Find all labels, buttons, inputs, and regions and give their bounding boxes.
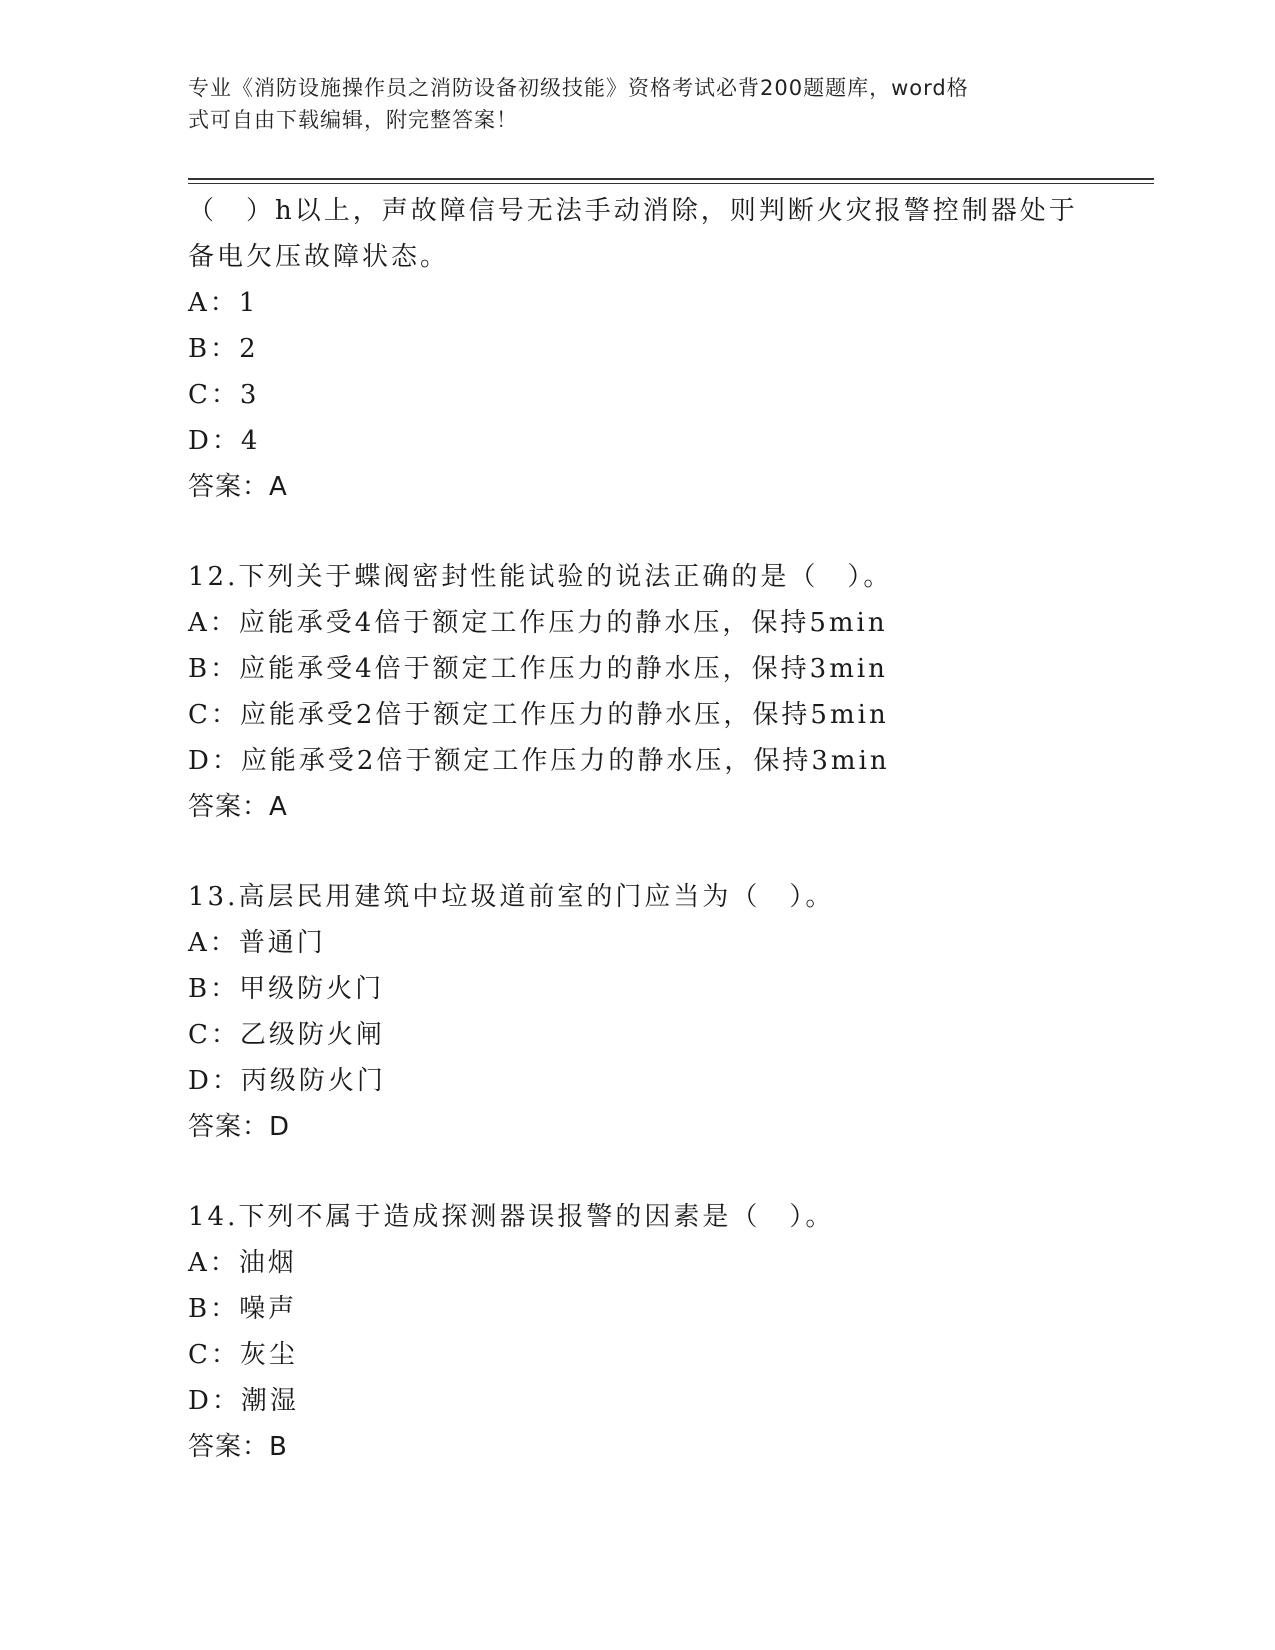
answer-line: 答案：A <box>188 792 288 822</box>
option-c: C：灰尘 <box>188 1340 298 1370</box>
header-divider-thin <box>188 183 1154 184</box>
header-divider-thick <box>188 178 1154 180</box>
option-c: C：应能承受2倍于额定工作压力的静水压，保持5min <box>188 700 889 730</box>
option-b: B：甲级防火门 <box>188 974 385 1004</box>
question-block <box>188 1194 1118 1470</box>
option-d: D：丙级防火门 <box>188 1066 386 1096</box>
question-block <box>188 188 1118 510</box>
question-stem-line: 13.高层民用建筑中垃圾道前室的门应当为（ ）。 <box>188 882 835 912</box>
option-b: B：应能承受4倍于额定工作压力的静水压，保持3min <box>188 654 888 684</box>
option-b: B：噪声 <box>188 1294 298 1324</box>
option-d: D：应能承受2倍于额定工作压力的静水压，保持3min <box>188 746 890 776</box>
answer-line: 答案：B <box>188 1432 288 1462</box>
option-d: D：潮湿 <box>188 1386 299 1416</box>
option-a: A：1 <box>188 288 259 318</box>
answer-line: 答案：D <box>188 1112 291 1142</box>
option-c: C：乙级防火闸 <box>188 1020 385 1050</box>
option-d: D：4 <box>188 426 261 456</box>
question-stem-line: 12.下列关于蝶阀密封性能试验的说法正确的是（ ）。 <box>188 562 893 592</box>
header-line-1: 专业《消防设施操作员之消防设备初级技能》资格考试必背200题题库，word格 <box>188 76 969 100</box>
option-a: A：普通门 <box>188 928 326 958</box>
question-block <box>188 554 1118 830</box>
question-block <box>188 874 1118 1150</box>
answer-line: 答案：A <box>188 472 288 502</box>
option-c: C：3 <box>188 380 260 410</box>
question-stem-line: （ ）h以上，声故障信号无法手动消除，则判断火灾报警控制器处于 <box>188 196 1078 226</box>
header-line-2: 式可自由下载编辑，附完整答案！ <box>188 108 518 132</box>
question-list <box>188 188 1118 1514</box>
option-a: A：油烟 <box>188 1248 297 1278</box>
question-stem-line: 备电欠压故障状态。 <box>188 242 450 272</box>
document-header <box>188 72 1068 136</box>
option-a: A：应能承受4倍于额定工作压力的静水压，保持5min <box>188 608 888 638</box>
question-stem-line: 14.下列不属于造成探测器误报警的因素是（ ）。 <box>188 1202 835 1232</box>
option-b: B：2 <box>188 334 259 364</box>
